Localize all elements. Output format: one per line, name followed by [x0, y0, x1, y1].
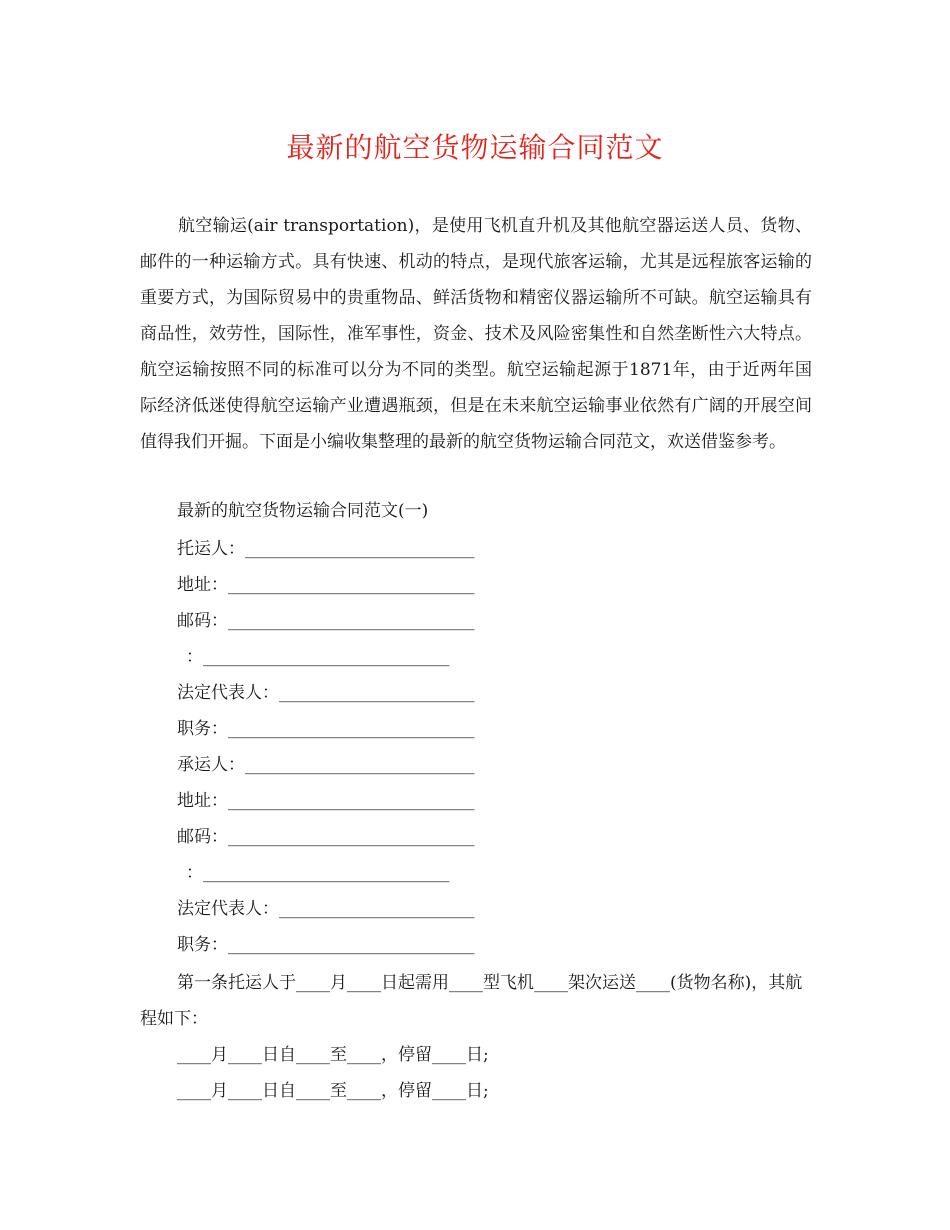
intro-paragraph: 航空输运(air transportation)，是使用飞机直升机及其他航空器运送人员、货物、邮件的一种运输方式。具有快速、机动的特点，是现代旅客运输，尤其是远程旅客运输的重要方式，为国际贸易中的贵重物品、鲜活货物和精密仪器运输所不可缺。航空运输具有商品性，效劳性，国际性，准军事性，资金、技术及风险密集性和自然垄断性六大特点。航空运输按照不同的标准可以分为不同的类型。航空运输起源于1871年，由于近两年国际经济低迷使得航空运输产业遭遇瓶颈，但是在未来航空运输事业依然有广阔的开展空间值得我们开掘。下面是小编收集整理的最新的航空货物运输合同范文，欢送借鉴参考。	[140, 216, 812, 452]
carrier-legal-rep-field: 法定代表人：_______________________	[177, 899, 475, 919]
shipper-address-field: 地址：_____________________________	[177, 575, 475, 595]
contract-subtitle: 最新的航空货物运输合同范文(一)	[177, 501, 429, 521]
shipper-postcode-field: 邮码：_____________________________	[177, 611, 475, 631]
shipper-field: 托运人：___________________________	[177, 539, 475, 559]
shipper-legal-rep-field: 法定代表人：_______________________	[177, 683, 475, 703]
carrier-blank-field: ：_____________________________	[186, 863, 450, 883]
carrier-position-field: 职务：_____________________________	[177, 935, 475, 955]
route-line-2: ____月____日自____至____，停留____日;	[177, 1081, 489, 1101]
carrier-address-field: 地址：_____________________________	[177, 791, 475, 811]
shipper-blank-field: ：_____________________________	[186, 647, 450, 667]
carrier-postcode-field: 邮码：_____________________________	[177, 827, 475, 847]
document-title: 最新的航空货物运输合同范文	[286, 131, 664, 164]
route-line-1: ____月____日自____至____，停留____日;	[177, 1045, 489, 1065]
carrier-field: 承运人：___________________________	[177, 755, 475, 775]
shipper-position-field: 职务：_____________________________	[177, 719, 475, 739]
article-1: 第一条托运人于____月____日起需用____型飞机____架次运送____(货物名称)，其航程如下：	[140, 973, 803, 1029]
